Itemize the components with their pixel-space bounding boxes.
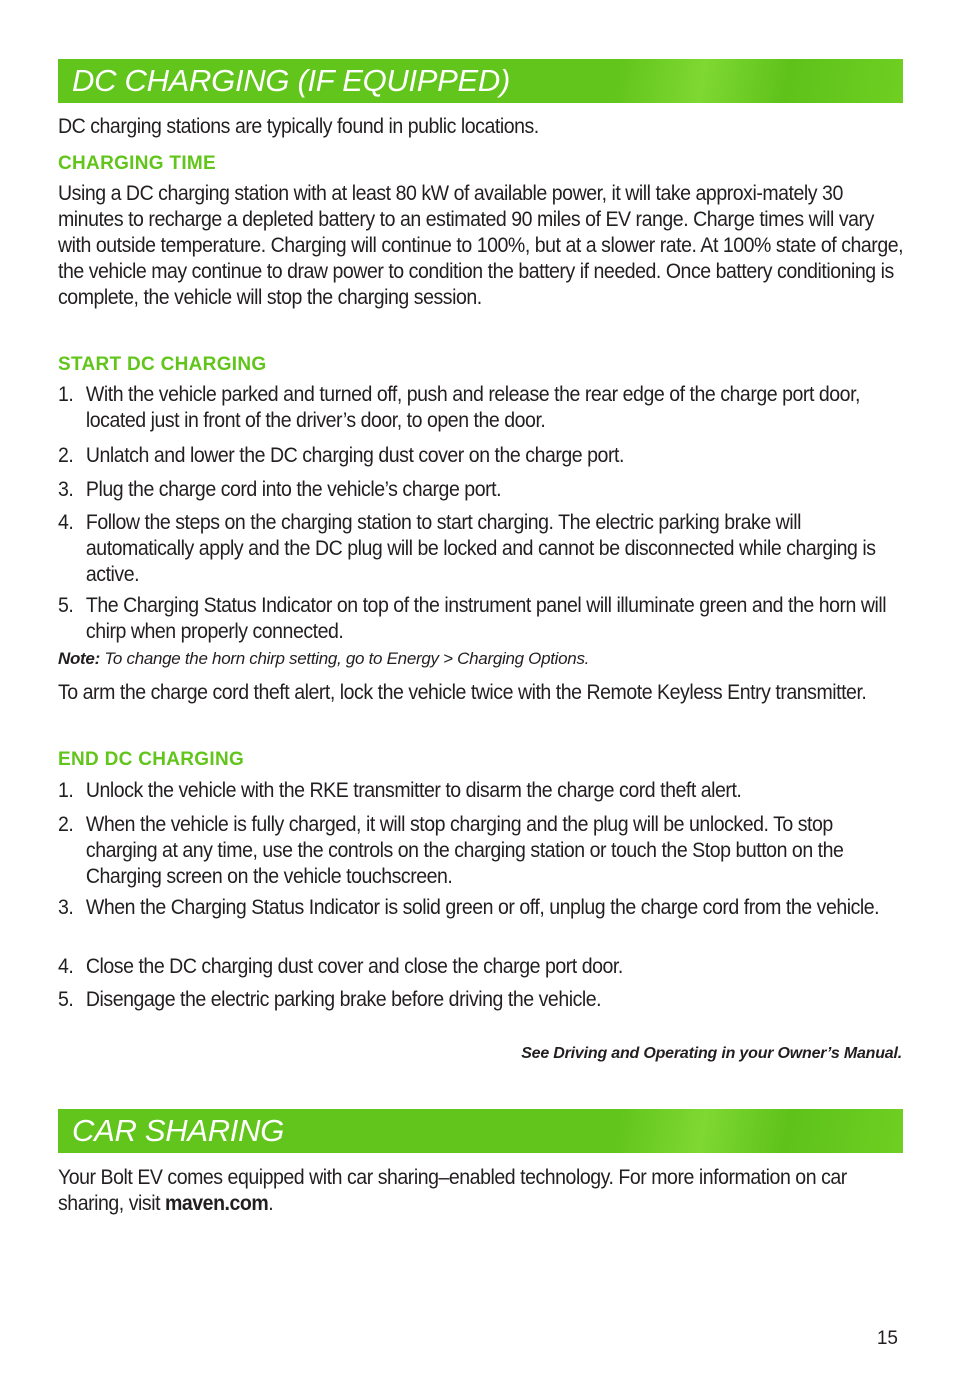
note-label: Note: <box>58 649 100 668</box>
charging-time-heading: CHARGING TIME <box>58 153 217 174</box>
maven-link[interactable]: maven.com <box>164 1192 269 1215</box>
list-item <box>58 812 908 890</box>
list-number: 4. <box>58 511 74 534</box>
section-banner-car-sharing <box>58 1109 903 1153</box>
page-number: 15 <box>876 1328 898 1349</box>
list-item <box>58 443 908 469</box>
list-number: 5. <box>58 594 74 617</box>
list-text: Close the DC charging dust cover and close the charge port door. <box>85 955 623 978</box>
theft-alert-paragraph: To arm the charge cord theft alert, lock the vehicle twice with the Remote Keyless Entry transmitter. <box>58 681 867 704</box>
list-text: Plug the charge cord into the vehicle’s charge port. <box>85 478 502 501</box>
list-text: With the vehicle parked and turned off, push and release the rear edge of the charge port door, located just in front of the driver’s door, to open the door. <box>85 383 860 432</box>
list-item <box>58 593 908 645</box>
list-number: 3. <box>58 896 74 919</box>
list-text: When the vehicle is fully charged, it will stop charging and the plug will be unlocked. To stop charging at any time, use the controls on the charging station or touch the Stop button on the Charging screen on the vehicle touchscreen. <box>85 813 844 888</box>
list-number: 2. <box>58 813 74 836</box>
list-item <box>58 477 908 503</box>
list-text: The Charging Status Indicator on top of the instrument panel will illuminate green and the horn will chirp when properly connected. <box>85 594 887 643</box>
note-text: To change the horn chirp setting, go to Energy > Charging Options. <box>104 649 590 668</box>
list-text: Disengage the electric parking brake before driving the vehicle. <box>85 988 602 1011</box>
charging-time-paragraph: Using a DC charging station with at least 80 kW of available power, it will take approxi-mately 30 minutes to recharge a depleted battery to an estimated 90 miles of EV range. Charge times will vary with outside temperature. Charging will continue to 100%, but at a slower rate. At 100% state of charge, the vehicle may continue to draw power to condition the battery if needed. Once battery conditioning is complete, the vehicle will stop the charging session. <box>58 182 904 309</box>
section-banner-dc-charging <box>58 59 903 103</box>
list-text: Unlock the vehicle with the RKE transmitter to disarm the charge cord theft alert. <box>85 779 742 802</box>
list-number: 1. <box>58 383 74 406</box>
list-number: 2. <box>58 444 74 467</box>
list-number: 1. <box>58 779 74 802</box>
car-sharing-text-end: . <box>268 1192 274 1215</box>
section-title: CAR SHARING <box>72 1113 285 1148</box>
list-item <box>58 382 908 434</box>
list-number: 3. <box>58 478 74 501</box>
owners-manual-reference: See Driving and Operating in your Owner’s Manual. <box>521 1045 902 1062</box>
list-number: 4. <box>58 955 74 978</box>
car-sharing-paragraph <box>58 1165 908 1217</box>
note <box>58 649 908 669</box>
list-text: When the Charging Status Indicator is solid green or off, unplug the charge cord from the vehicle. <box>85 896 880 919</box>
list-text: Follow the steps on the charging station to start charging. The electric parking brake will automatically apply and the DC plug will be locked and cannot be disconnected while charging is active. <box>85 511 876 586</box>
start-dc-charging-heading: START DC CHARGING <box>58 354 267 375</box>
list-text: Unlatch and lower the DC charging dust cover on the charge port. <box>85 444 624 467</box>
list-item <box>58 895 908 921</box>
dc-intro: DC charging stations are typically found in public locations. <box>58 115 539 138</box>
list-number: 5. <box>58 988 74 1011</box>
car-sharing-text: Your Bolt EV comes equipped with car sharing–enabled technology. For more information on car sharing, visit <box>58 1166 847 1215</box>
list-item <box>58 987 908 1013</box>
section-title: DC CHARGING (IF EQUIPPED) <box>72 63 511 98</box>
list-item <box>58 778 908 804</box>
end-dc-charging-heading: END DC CHARGING <box>58 749 245 770</box>
list-item <box>58 510 908 588</box>
list-item <box>58 954 908 980</box>
